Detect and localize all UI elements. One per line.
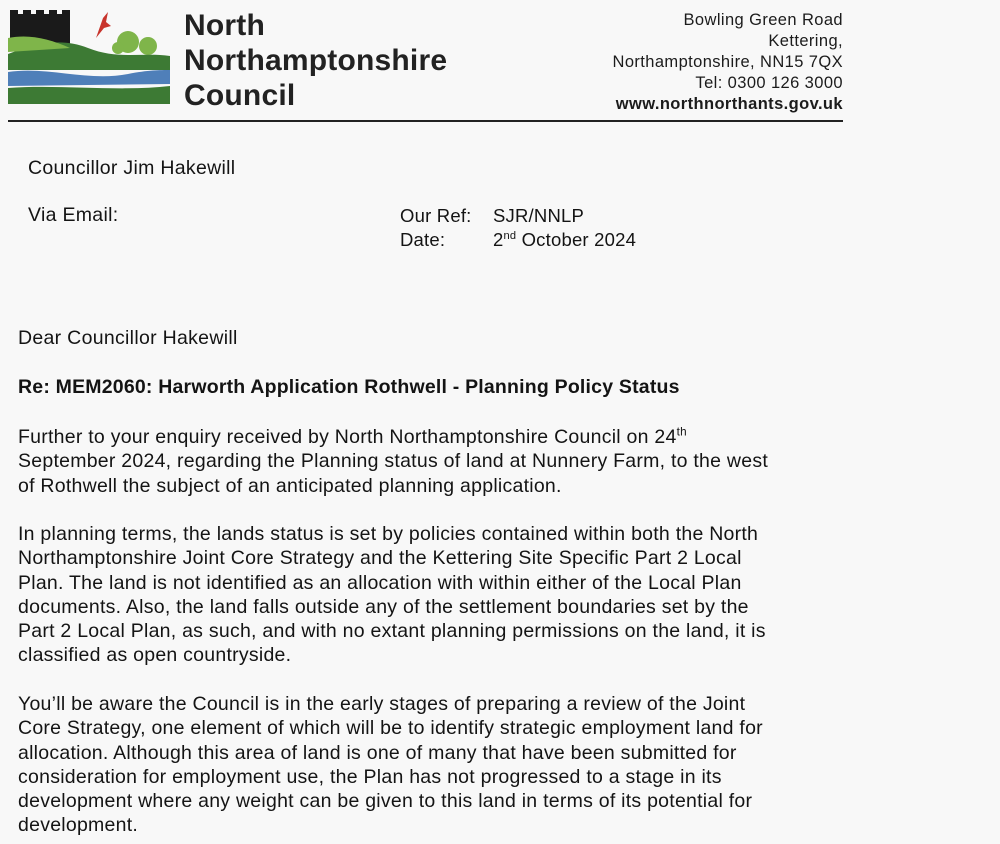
paragraph-3-line: You’ll be aware the Council is in the early stages of preparing a review of the Joint bbox=[18, 693, 746, 715]
paragraph-3-line: allocation. Although this area of land is one of many that have been submitted for bbox=[18, 741, 737, 764]
date-rest: October 2024 bbox=[516, 229, 637, 250]
paragraph-3-line: development where any weight can be given to this land in terms of its potential for bbox=[18, 790, 753, 813]
paragraph-1-line-1 bbox=[18, 425, 848, 449]
paragraph-3-line: Core Strategy, one element of which will be to identify strategic employment land for bbox=[18, 717, 763, 740]
via-email-label: Via Email: bbox=[28, 204, 119, 226]
address-line-1: Bowling Green Road bbox=[683, 11, 843, 29]
paragraph-2-line: Plan. The land is not identified as an allocation with within either of the Local Plan bbox=[18, 571, 742, 594]
recipient-name: Councillor Jim Hakewill bbox=[28, 157, 236, 179]
council-address bbox=[613, 10, 844, 115]
address-line-3: Northamptonshire, NN15 7QX bbox=[612, 53, 843, 71]
paragraph-3-line: development. bbox=[18, 814, 139, 837]
paragraph-2-line: classified as open countryside. bbox=[18, 644, 292, 667]
council-logo-icon bbox=[8, 8, 170, 106]
paragraph-1-superscript: th bbox=[676, 425, 687, 439]
paragraph-2-line: documents. Also, the land falls outside any of the settlement boundaries set by the bbox=[18, 595, 749, 618]
council-name bbox=[184, 8, 447, 113]
our-ref-row bbox=[400, 204, 636, 228]
paragraph-2-line: Part 2 Local Plan, as such, and with no extant planning permissions on the land, it is bbox=[18, 620, 766, 643]
paragraph-1-line-1-text: Further to your enquiry received by North Northamptonshire Council on 24 bbox=[18, 426, 677, 448]
date-suffix: nd bbox=[503, 229, 517, 242]
paragraph-1-line-2: September 2024, regarding the Planning status of land at Nunnery Farm, to the west bbox=[18, 450, 769, 473]
paragraph-2-line: In planning terms, the lands status is set by policies contained within both the North bbox=[18, 523, 759, 545]
council-website-link[interactable]: www.northnorthants.gov.uk bbox=[615, 95, 843, 113]
paragraph-2 bbox=[18, 522, 848, 668]
council-name-line-3: Council bbox=[184, 79, 296, 112]
council-name-line-2: Northamptonshire bbox=[184, 44, 448, 77]
salutation: Dear Councillor Hakewill bbox=[18, 327, 238, 349]
reference-block bbox=[400, 204, 636, 252]
subject-line: Re: MEM2060: Harworth Application Rothwell - Planning Policy Status bbox=[18, 376, 680, 398]
our-ref-value: SJR/NNLP bbox=[493, 205, 585, 226]
paragraph-3-line: consideration for employment use, the Plan has not progressed to a stage in its bbox=[18, 765, 722, 788]
paragraph-1 bbox=[18, 425, 848, 498]
paragraph-1-line-3: of Rothwell the subject of an anticipated planning application. bbox=[18, 474, 562, 497]
date-day: 2 bbox=[493, 229, 504, 250]
date-label: Date: bbox=[400, 229, 446, 250]
council-name-line-1: North bbox=[184, 9, 265, 42]
our-ref-label: Our Ref: bbox=[400, 205, 472, 226]
paragraph-3 bbox=[18, 692, 848, 838]
address-phone: Tel: 0300 126 3000 bbox=[695, 74, 843, 92]
header-divider bbox=[8, 120, 843, 122]
paragraph-2-line: Northamptonshire Joint Core Strategy and the Kettering Site Specific Part 2 Local bbox=[18, 547, 742, 570]
date-row bbox=[400, 228, 636, 252]
address-line-2: Kettering, bbox=[768, 32, 843, 50]
